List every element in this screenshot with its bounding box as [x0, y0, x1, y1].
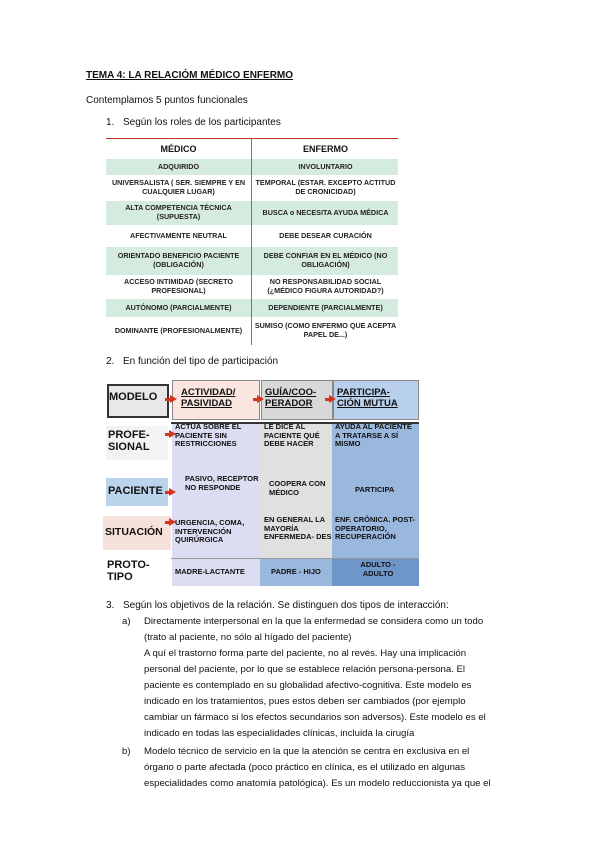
arrow-right-icon: [257, 395, 264, 403]
cell-situacion-actividad: URGENCIA, COMA, INTERVENCIÓN QUIRÚRGICA: [175, 518, 245, 545]
column-header-actividad: ACTIVIDAD/ PASIVIDAD: [181, 387, 236, 409]
arrow-right-icon: [169, 488, 176, 496]
row-head-situacion: SITUACIÓN: [105, 526, 163, 538]
intro-text: Contemplamos 5 puntos funcionales: [86, 95, 248, 106]
cell-profesional-actividad: ACTÚA SOBRE EL PACIENTE SIN RESTRICCIONES: [175, 422, 242, 449]
row-head-paciente: PACIENTE: [108, 485, 163, 497]
roles-cell-medico: ALTA COMPETENCIA TÉCNICA (SUPUESTA): [125, 203, 232, 221]
section-3-body: [122, 614, 522, 814]
item-a-line: A quí el trastorno forma parte del paciente, no al revés. Hay una implicación: [144, 648, 467, 659]
item-a-line: Directamente interpersonal en la que la enfermedad se considera como un todo: [144, 616, 484, 627]
roles-row: [106, 159, 398, 175]
roles-cell-medico: ADQUIRIDO: [157, 161, 200, 171]
cell-paciente-participacion: PARTICIPA: [355, 485, 395, 494]
item-b-line: especialidades como anatomía patológica). Es un modelo reduccionista ya que el: [144, 778, 491, 789]
column-header-guia: GUÍA/COO- PERADOR: [265, 387, 317, 409]
roles-cell-enfermo: DEBE CONFIAR EN EL MÉDICO (NO OBLIGACIÓN): [263, 251, 388, 269]
roles-header-medico: MÉDICO: [160, 144, 197, 154]
roles-cell-medico: ORIENTADO BENEFICIO PACIENTE (OBLIGACIÓN): [117, 251, 240, 269]
roles-cell-enfermo: DEBE DESEAR CURACIÓN: [279, 230, 372, 240]
roles-cell-enfermo: SUMISO (COMO ENFERMO QUE ACEPTA PAPEL DE...): [254, 321, 397, 339]
item-a-line: paciente es contemplado en su globalidad afectivo-cognitiva. Este modelo es: [144, 680, 472, 691]
cell-prototipo-participacion: ADULTO - ADULTO: [360, 560, 396, 578]
item-a-line: cambiar un fármaco si los efectos secundarios son adversos). Este modelo es el: [144, 712, 486, 723]
item-a-label: a): [122, 616, 131, 627]
roles-cell-enfermo: NO RESPONSABILIDAD SOCIAL (¿MÉDICO FIGURA AUTORIDAD?): [267, 277, 384, 295]
cell-profesional-participacion: AYUDA AL PACIENTE A TRATARSE A SÍ MISMO: [335, 422, 412, 449]
item-a-line: indicado en los tratamientos, pues estos deben ser cambiados (por ejemplo: [144, 696, 466, 707]
section-2-number: 2.: [106, 356, 115, 367]
item-b-line: órgano o parte afectada (poco práctico en clínica, es el utilizado en algunas: [144, 762, 466, 773]
section-1-heading: [106, 117, 406, 131]
cell-paciente-guia: COOPERA CON MÉDICO: [269, 479, 326, 497]
section-3-number: 3.: [106, 600, 115, 611]
roles-row: [106, 225, 398, 247]
participation-table: [103, 376, 419, 586]
cell-situacion-participacion: ENF. CRÓNICA. POST- OPERATORIO, RECUPERACIÓN: [335, 515, 416, 542]
roles-cell-medico: UNIVERSALISTA ( SER. SIEMPRE Y EN CUALQUIER LUGAR): [111, 178, 246, 196]
roles-row: [106, 317, 398, 345]
roles-row: [106, 299, 398, 317]
section-1-text: Según los roles de los participantes: [123, 117, 281, 128]
row-head-prototipo: PROTO- TIPO: [107, 559, 150, 583]
column-header-participacion: PARTICIPA- CIÓN MUTUA: [337, 387, 398, 409]
roles-cell-medico: DOMINANTE (PROFESIONALMENTE): [114, 325, 243, 335]
roles-cell-enfermo: BUSCA o NECESITA AYUDA MÉDICA: [262, 207, 389, 217]
roles-cell-enfermo: DEPENDIENTE (PARCIALMENTE): [268, 302, 383, 312]
row-head-profesional: PROFE- SIONAL: [108, 429, 150, 453]
section-2-heading: [106, 356, 406, 370]
section-1-number: 1.: [106, 117, 115, 128]
roles-table: [106, 138, 398, 345]
roles-cell-medico: AFECTIVAMENTE NEUTRAL: [130, 230, 227, 240]
arrow-right-icon: [170, 395, 177, 403]
roles-cell-enfermo: INVOLUNTARIO: [298, 161, 353, 171]
section-3-heading: [106, 600, 486, 614]
arrow-right-icon: [329, 395, 336, 403]
roles-cell-medico: ACCESO INTIMIDAD (SECRETO PROFESIONAL): [124, 277, 233, 295]
cell-prototipo-actividad: MADRE-LACTANTE: [175, 567, 245, 576]
corner-label: MODELO: [109, 391, 158, 403]
item-a-line: personal del paciente, por lo que se establece relación persona-persona. El: [144, 664, 466, 675]
cell-profesional-guia: LE DICE AL PACIENTE QUÉ DEBE HACER: [264, 422, 320, 449]
item-b-label: b): [122, 746, 131, 757]
item-a-line: indicado en todas las especialidades clínicas, incluida la cirugía: [144, 728, 415, 739]
roles-cell-enfermo: TEMPORAL (ESTAR. EXCEPTO ACTITUD DE CRONICIDAD): [255, 178, 396, 196]
roles-row: [106, 275, 398, 299]
cell-situacion-guia: EN GENERAL LA MAYORÍA ENFERMEDA- DES: [264, 515, 332, 542]
section-2-text: En función del tipo de participación: [123, 356, 279, 367]
roles-header-enfermo: ENFERMO: [303, 144, 348, 154]
roles-table-header: [106, 139, 398, 159]
roles-row: [106, 175, 398, 201]
cell-paciente-actividad: PASIVO, RECEPTOR NO RESPONDE: [185, 474, 259, 492]
item-a-line: (trato al paciente, no sólo al hígado del paciente): [144, 632, 352, 643]
section-3-text: Según los objetivos de la relación. Se distinguen dos tipos de interacción:: [123, 600, 449, 611]
cell-prototipo-guia: PADRE - HIJO: [271, 567, 321, 576]
item-b-line: Modelo técnico de servicio en la que la atención se centra en exclusiva en el: [144, 746, 470, 757]
roles-cell-medico: AUTÓNOMO (PARCIALMENTE): [125, 302, 232, 312]
roles-row: [106, 247, 398, 275]
roles-column-divider: [251, 139, 252, 345]
document-title: TEMA 4: LA RELACIÓM MÉDICO ENFERMO: [86, 70, 294, 81]
roles-row: [106, 201, 398, 225]
